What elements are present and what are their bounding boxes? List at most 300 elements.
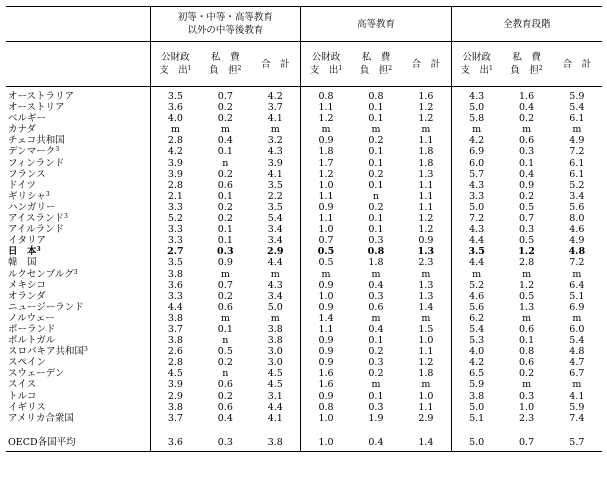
value-cell: 0.5 xyxy=(301,246,351,257)
country-name: ギリシャ xyxy=(8,190,46,202)
table-row xyxy=(6,202,602,213)
value-cell: 0.5 xyxy=(301,257,351,268)
value-cell: 5.2 xyxy=(451,280,501,291)
value-cell: 3.4 xyxy=(267,224,283,236)
value-cell: 3.3 xyxy=(451,191,501,202)
group-header-non-tertiary xyxy=(150,7,301,42)
table-row xyxy=(6,402,602,413)
average-value-cell: 3.8 xyxy=(250,424,300,452)
value-cell: 3.8 xyxy=(267,335,283,347)
value-cell: 3.0 xyxy=(267,357,283,369)
value-cell: 7.2 xyxy=(569,146,585,158)
country-name: デンマーク xyxy=(8,146,56,158)
value-cell: 4.1 xyxy=(569,390,585,402)
value-cell: 5.3 xyxy=(451,335,501,346)
value-cell: 3.7 xyxy=(267,102,283,114)
value-cell: m xyxy=(572,124,582,136)
sub-header-cell xyxy=(401,42,451,87)
country-name: ドイツ xyxy=(8,179,37,191)
value-cell: 7.2 xyxy=(451,213,501,224)
value-cell: 2.6 xyxy=(150,346,200,357)
value-cell: 3.9 xyxy=(150,379,200,390)
value-cell: 0.5 xyxy=(519,290,535,302)
sub-header-line1: 私 費 xyxy=(211,52,240,63)
value-cell: 3.5 xyxy=(150,87,200,103)
value-cell: 0.1 xyxy=(217,146,233,158)
value-cell: 1.0 xyxy=(301,291,351,302)
sub-header-cell xyxy=(351,42,401,87)
country-name: アメリカ合衆国 xyxy=(8,412,74,424)
country-cell xyxy=(6,124,150,135)
value-cell: 3.5 xyxy=(267,201,283,213)
value-cell: m xyxy=(371,379,381,391)
value-cell: 2.9 xyxy=(150,391,200,402)
country-name: オーストリア xyxy=(8,102,65,114)
value-cell: m xyxy=(522,124,532,136)
country-cell xyxy=(6,357,150,368)
value-cell: 4.7 xyxy=(569,357,585,369)
sub-header-line2: 負 担 xyxy=(209,65,238,76)
value-cell: 8.0 xyxy=(569,213,585,225)
value-cell: 0.2 xyxy=(368,346,384,358)
value-cell: 6.0 xyxy=(569,323,585,335)
value-cell: 3.8 xyxy=(150,402,200,413)
value-cell: 3.6 xyxy=(150,102,200,113)
country-cell xyxy=(6,135,150,146)
value-cell: 0.6 xyxy=(217,379,233,391)
value-cell: 1.0 xyxy=(301,224,351,235)
sub-header-cell xyxy=(501,42,551,87)
value-cell: 5.1 xyxy=(569,290,585,302)
average-value-cell: 5.0 xyxy=(451,424,501,452)
value-cell: 1.3 xyxy=(418,168,434,180)
footnote-marker: 3 xyxy=(55,146,60,154)
value-cell: m xyxy=(371,312,381,324)
value-cell: 6.1 xyxy=(569,168,585,180)
value-cell: 1.4 xyxy=(418,301,434,313)
value-cell: 0.9 xyxy=(301,357,351,368)
table-row xyxy=(6,102,602,113)
table-row xyxy=(6,413,602,424)
value-cell: 1.0 xyxy=(519,401,535,413)
value-cell: 0.2 xyxy=(368,201,384,213)
country-cell xyxy=(6,302,150,313)
country-name: フランス xyxy=(8,168,46,180)
country-cell xyxy=(6,280,150,291)
value-cell: 2.8 xyxy=(150,135,200,146)
value-cell: 1.5 xyxy=(418,323,434,335)
country-cell xyxy=(6,158,150,169)
value-cell: 6.4 xyxy=(569,279,585,291)
value-cell: m xyxy=(522,268,532,280)
sub-header-row xyxy=(6,42,602,87)
value-cell: 1.2 xyxy=(519,279,535,291)
value-cell: 0.8 xyxy=(301,402,351,413)
country-cell xyxy=(6,224,150,235)
country-name: ベルギー xyxy=(8,113,47,125)
value-cell: 2.9 xyxy=(418,412,434,424)
value-cell: 5.6 xyxy=(569,201,585,213)
value-cell: 2.8 xyxy=(150,357,200,368)
table-row xyxy=(6,135,602,146)
value-cell: 0.6 xyxy=(519,357,535,369)
value-cell: 0.1 xyxy=(368,390,384,402)
value-cell: 0.3 xyxy=(368,357,384,369)
country-name: フィンランド xyxy=(8,157,65,169)
value-cell: 0.7 xyxy=(301,235,351,246)
value-cell: 0.8 xyxy=(519,346,535,358)
footnote-marker: 1 xyxy=(338,65,343,72)
sub-header-line1: 公財政 xyxy=(311,52,341,63)
average-value-cell: 5.7 xyxy=(552,424,602,452)
country-name: メキシコ xyxy=(8,279,46,291)
value-cell: 5.8 xyxy=(451,113,501,124)
value-cell: m xyxy=(220,124,230,136)
country-cell xyxy=(6,346,150,357)
value-cell: 3.0 xyxy=(267,346,283,358)
sub-header-line1: 私 費 xyxy=(361,52,391,63)
value-cell: 4.1 xyxy=(267,412,283,424)
table-row xyxy=(6,113,602,124)
average-value-cell: 1.4 xyxy=(401,424,451,452)
average-value-cell: 0.7 xyxy=(501,424,551,452)
value-cell: 3.5 xyxy=(451,246,501,257)
country-cell xyxy=(6,269,150,280)
expenditure-table xyxy=(6,6,602,452)
country-cell xyxy=(6,113,150,124)
value-cell: m xyxy=(301,269,351,280)
value-cell: 1.8 xyxy=(301,146,351,157)
value-cell: 1.6 xyxy=(301,379,351,390)
value-cell: 0.4 xyxy=(217,412,233,424)
country-cell xyxy=(6,202,150,213)
country-cell xyxy=(6,146,150,157)
value-cell: 0.9 xyxy=(301,335,351,346)
table-row xyxy=(6,346,602,357)
value-cell: 4.2 xyxy=(451,357,501,368)
value-cell: 0.4 xyxy=(368,279,384,291)
value-cell: m xyxy=(522,379,532,391)
value-cell: 1.1 xyxy=(418,135,434,147)
value-cell: 0.4 xyxy=(368,323,384,335)
value-cell: 1.2 xyxy=(518,246,535,258)
value-cell: 1.1 xyxy=(418,346,434,358)
value-cell: 3.8 xyxy=(150,335,200,346)
value-cell: 0.9 xyxy=(519,179,535,191)
value-cell: 1.0 xyxy=(418,335,434,347)
value-cell: 4.4 xyxy=(150,302,200,313)
footnote-marker: 3 xyxy=(64,213,68,221)
sub-header-line2: 支 出 xyxy=(159,65,188,76)
value-cell: 0.3 xyxy=(217,246,234,258)
average-value-cell: 3.6 xyxy=(150,424,200,452)
country-cell xyxy=(6,335,150,346)
value-cell: 3.1 xyxy=(267,390,283,402)
sub-header-cell xyxy=(451,42,501,87)
average-row xyxy=(6,424,602,452)
country-name: ポルトガル xyxy=(8,335,56,347)
value-cell: 4.1 xyxy=(267,113,283,125)
value-cell: 5.0 xyxy=(451,202,501,213)
value-cell: 0.5 xyxy=(519,235,535,247)
country-name: ニュージーランド xyxy=(8,301,84,313)
value-cell: 1.2 xyxy=(418,224,434,236)
table-row xyxy=(6,269,602,280)
sub-header-line1: 合 計 xyxy=(411,58,441,70)
value-cell: 1.9 xyxy=(368,412,384,424)
value-cell: 1.3 xyxy=(417,246,435,258)
value-cell: 3.6 xyxy=(150,280,200,291)
value-cell: 0.2 xyxy=(519,368,535,380)
value-cell: m xyxy=(371,268,381,280)
value-cell: 0.2 xyxy=(519,190,535,202)
table-row xyxy=(6,146,602,157)
country-cell xyxy=(6,246,150,257)
value-cell: 5.2 xyxy=(150,213,200,224)
value-cell: 0.9 xyxy=(418,235,434,247)
value-cell: 4.9 xyxy=(569,135,585,147)
value-cell: 6.1 xyxy=(569,157,585,169)
value-cell: n xyxy=(222,157,229,169)
table-row xyxy=(6,87,602,103)
value-cell: 4.4 xyxy=(267,257,283,269)
group-header-line2: 以外の中等後教育 xyxy=(187,25,264,36)
table-row xyxy=(6,379,602,390)
sub-header-cell xyxy=(301,42,351,87)
value-cell: 5.9 xyxy=(569,401,585,413)
country-name: オーストラリア xyxy=(8,91,75,102)
value-cell: m xyxy=(371,124,381,136)
value-cell: 0.7 xyxy=(217,91,233,102)
value-cell: 0.8 xyxy=(367,246,385,258)
value-cell: 0.9 xyxy=(217,257,233,269)
value-cell: 4.2 xyxy=(451,135,501,146)
value-cell: 3.9 xyxy=(150,169,200,180)
value-cell: 3.4 xyxy=(267,235,283,247)
value-cell: 4.3 xyxy=(267,279,283,291)
value-cell: 6.5 xyxy=(451,368,501,379)
sub-header-line2: 支 出 xyxy=(309,65,339,76)
value-cell: 3.8 xyxy=(267,323,283,335)
sub-header-line1: 合 計 xyxy=(261,58,290,70)
value-cell: m xyxy=(451,269,501,280)
value-cell: 6.7 xyxy=(569,368,585,380)
value-cell: 1.1 xyxy=(301,324,351,335)
value-cell: 6.0 xyxy=(451,158,501,169)
value-cell: 4.9 xyxy=(569,235,585,247)
country-name: カナダ xyxy=(8,124,37,136)
table-row xyxy=(6,368,602,379)
value-cell: m xyxy=(421,124,431,136)
value-cell: 0.1 xyxy=(217,190,233,202)
value-cell: 1.8 xyxy=(418,157,434,169)
country-cell xyxy=(6,87,150,103)
country-name: アイルランド xyxy=(8,224,65,236)
value-cell: 0.3 xyxy=(519,146,535,158)
country-cell xyxy=(6,391,150,402)
value-cell: m xyxy=(572,268,582,280)
value-cell: 4.0 xyxy=(451,346,501,357)
value-cell: 0.1 xyxy=(519,335,535,347)
value-cell: 1.2 xyxy=(418,113,434,125)
value-cell: 0.1 xyxy=(368,335,384,347)
country-name: イタリア xyxy=(8,235,47,247)
value-cell: 4.4 xyxy=(451,257,501,268)
footnote-marker: 3 xyxy=(45,190,50,198)
table-row xyxy=(6,302,602,313)
value-cell: 4.1 xyxy=(267,168,283,180)
country-cell xyxy=(6,257,150,268)
country-name: 日 本 xyxy=(8,246,37,258)
group-header-row xyxy=(6,7,602,42)
value-cell: 0.3 xyxy=(368,401,384,413)
value-cell: 0.5 xyxy=(217,346,233,358)
value-cell: 0.9 xyxy=(301,391,351,402)
value-cell: 2.3 xyxy=(418,257,434,269)
value-cell: 0.2 xyxy=(217,102,233,114)
country-name: ハンガリー xyxy=(8,201,56,213)
sub-header-line1: 合 計 xyxy=(562,58,592,70)
value-cell: 6.2 xyxy=(451,313,501,324)
value-cell: 3.3 xyxy=(150,224,200,235)
table-row xyxy=(6,246,602,257)
value-cell: 1.2 xyxy=(418,213,434,225)
country-cell xyxy=(6,191,150,202)
value-cell: m xyxy=(421,312,431,324)
footnote-marker: 2 xyxy=(388,65,393,72)
value-cell: 0.4 xyxy=(519,102,535,114)
table-row xyxy=(6,213,602,224)
value-cell: 5.4 xyxy=(569,102,585,114)
value-cell: 1.6 xyxy=(301,368,351,379)
value-cell: 0.3 xyxy=(368,290,384,302)
value-cell: 0.1 xyxy=(368,224,384,236)
sub-header-line2: 支 出 xyxy=(460,65,489,76)
sub-header-cell xyxy=(200,42,250,87)
value-cell: 0.1 xyxy=(217,235,233,247)
value-cell: m xyxy=(270,268,280,280)
value-cell: m xyxy=(270,124,280,136)
value-cell: 1.3 xyxy=(418,290,434,302)
average-value-cell: 0.4 xyxy=(351,424,401,452)
value-cell: n xyxy=(222,335,229,347)
value-cell: 0.2 xyxy=(217,357,233,369)
value-cell: 0.2 xyxy=(217,168,233,180)
value-cell: 5.4 xyxy=(569,335,585,347)
value-cell: 1.8 xyxy=(368,257,384,269)
group-header-line1: 初等・中等・高等教育 xyxy=(177,12,273,23)
country-cell xyxy=(6,313,150,324)
value-cell: 1.7 xyxy=(301,158,351,169)
value-cell: 0.6 xyxy=(519,323,535,335)
value-cell: 0.6 xyxy=(368,301,384,313)
value-cell: 5.4 xyxy=(451,324,501,335)
value-cell: 1.1 xyxy=(418,201,434,213)
table-row xyxy=(6,158,602,169)
value-cell: 1.4 xyxy=(301,313,351,324)
country-cell xyxy=(6,102,150,113)
value-cell: 0.1 xyxy=(368,179,384,191)
table-row xyxy=(6,224,602,235)
value-cell: 7.2 xyxy=(569,257,585,269)
value-cell: 3.8 xyxy=(451,391,501,402)
table-row xyxy=(6,324,602,335)
value-cell: m xyxy=(220,312,230,324)
value-cell: 1.2 xyxy=(418,102,434,114)
country-name: スイス xyxy=(8,379,37,391)
value-cell: 1.2 xyxy=(418,357,434,369)
value-cell: 0.1 xyxy=(368,102,384,114)
table-row xyxy=(6,191,602,202)
value-cell: 5.7 xyxy=(451,169,501,180)
table-row xyxy=(6,124,602,135)
value-cell: 0.2 xyxy=(217,113,233,125)
value-cell: m xyxy=(150,124,200,135)
value-cell: 5.9 xyxy=(569,91,585,102)
value-cell: 1.8 xyxy=(418,146,434,158)
value-cell: 0.9 xyxy=(301,202,351,213)
table-row xyxy=(6,235,602,246)
country-cell xyxy=(6,379,150,390)
value-cell: 0.4 xyxy=(519,168,535,180)
footnote-marker: 3 xyxy=(84,346,88,354)
value-cell: m xyxy=(421,379,431,391)
value-cell: 4.8 xyxy=(568,246,586,258)
value-cell: 0.2 xyxy=(217,290,233,302)
value-cell: 2.1 xyxy=(150,191,200,202)
value-cell: 0.9 xyxy=(301,346,351,357)
value-cell: 0.3 xyxy=(519,390,535,402)
country-name: ポーランド xyxy=(8,323,56,335)
value-cell: 0.6 xyxy=(217,301,233,313)
footnote-marker: 1 xyxy=(187,65,192,72)
value-cell: 0.1 xyxy=(217,224,233,236)
value-cell: 0.9 xyxy=(301,280,351,291)
sub-header-cell xyxy=(150,42,200,87)
average-label: OECD各国平均 xyxy=(6,424,150,452)
value-cell: 4.2 xyxy=(150,146,200,157)
value-cell: 3.8 xyxy=(150,269,200,280)
country-name: ルクセンブルグ xyxy=(8,268,74,280)
table-body xyxy=(6,87,602,452)
country-cell xyxy=(6,235,150,246)
country-name: チェコ共和国 xyxy=(8,135,65,147)
value-cell: 1.0 xyxy=(301,180,351,191)
country-cell xyxy=(6,413,150,424)
value-cell: 3.3 xyxy=(150,291,200,302)
sub-header-line1: 公財政 xyxy=(161,52,190,63)
value-cell: 2.7 xyxy=(150,246,200,257)
value-cell: 0.2 xyxy=(519,113,535,125)
value-cell: n xyxy=(222,368,229,380)
value-cell: 1.0 xyxy=(301,413,351,424)
value-cell: 5.6 xyxy=(451,302,501,313)
value-cell: 0.7 xyxy=(519,213,535,225)
value-cell: 6.1 xyxy=(569,113,585,125)
footnote-marker: 3 xyxy=(36,246,41,254)
group-header-tertiary xyxy=(301,7,452,42)
country-name: スロバキア共和国 xyxy=(8,346,85,358)
value-cell: 0.1 xyxy=(368,157,384,169)
value-cell: 4.2 xyxy=(267,91,283,102)
value-cell: 3.4 xyxy=(569,190,585,202)
value-cell: 1.8 xyxy=(418,368,434,380)
value-cell: 3.3 xyxy=(150,202,200,213)
footnote-marker: 3 xyxy=(73,268,78,276)
value-cell: 0.6 xyxy=(217,401,233,413)
value-cell: 0.2 xyxy=(368,368,384,380)
value-cell: 1.1 xyxy=(418,401,434,413)
